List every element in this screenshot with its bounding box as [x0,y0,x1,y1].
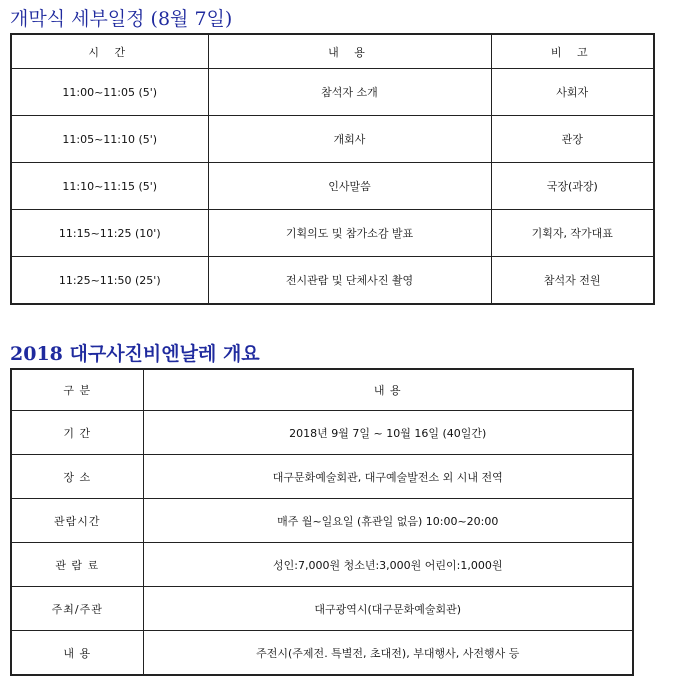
header-content: 내 용 [208,34,491,69]
table-row [11,210,654,257]
table-row [11,499,633,543]
note-cell: 사회자 [491,69,654,116]
note-cell: 참석자 전원 [491,257,654,305]
time-cell: 11:15~11:25 (10') [11,210,208,257]
overview-table [10,368,634,676]
content-cell: 전시관람 및 단체사진 촬영 [208,257,491,305]
table-row [11,543,633,587]
overview-title: 2018 대구사진비엔날레 개요 [10,343,260,365]
detail-cell: 주전시(주제전. 특별전, 초대전), 부대행사, 사전행사 등 [143,631,633,676]
note-cell: 관장 [491,116,654,163]
detail-cell: 매주 월~일요일 (휴관일 없음) 10:00~20:00 [143,499,633,543]
detail-cell: 2018년 9월 7일 ~ 10월 16일 (40일간) [143,411,633,455]
detail-cell: 대구광역시(대구문화예술회관) [143,587,633,631]
opening-schedule-table [10,33,655,305]
category-cell: 기 간 [11,411,143,455]
table-row [11,411,633,455]
category-cell: 관람시간 [11,499,143,543]
table-row [11,116,654,163]
category-cell: 관 람 료 [11,543,143,587]
note-cell: 기획자, 작가대표 [491,210,654,257]
schedule-title: 개막식 세부일정 (8월 7일) [10,8,233,30]
time-cell: 11:25~11:50 (25') [11,257,208,305]
table-row [11,455,633,499]
content-cell: 인사말씀 [208,163,491,210]
header-note: 비 고 [491,34,654,69]
header-category: 구 분 [11,369,143,411]
detail-cell: 성인:7,000원 청소년:3,000원 어린이:1,000원 [143,543,633,587]
content-cell: 개회사 [208,116,491,163]
time-cell: 11:00~11:05 (5') [11,69,208,116]
table-row [11,587,633,631]
table-row [11,257,654,305]
content-cell: 기획의도 및 참가소감 발표 [208,210,491,257]
category-cell: 주최/주관 [11,587,143,631]
header-content: 내 용 [143,369,633,411]
category-cell: 장 소 [11,455,143,499]
detail-cell: 대구문화예술회관, 대구예술발전소 외 시내 전역 [143,455,633,499]
time-cell: 11:10~11:15 (5') [11,163,208,210]
note-cell: 국장(과장) [491,163,654,210]
time-cell: 11:05~11:10 (5') [11,116,208,163]
table-row [11,163,654,210]
table-row [11,631,633,676]
header-time: 시 간 [11,34,208,69]
table-row [11,69,654,116]
table-header-row [11,369,633,411]
table-header-row [11,34,654,69]
category-cell: 내 용 [11,631,143,676]
content-cell: 참석자 소개 [208,69,491,116]
